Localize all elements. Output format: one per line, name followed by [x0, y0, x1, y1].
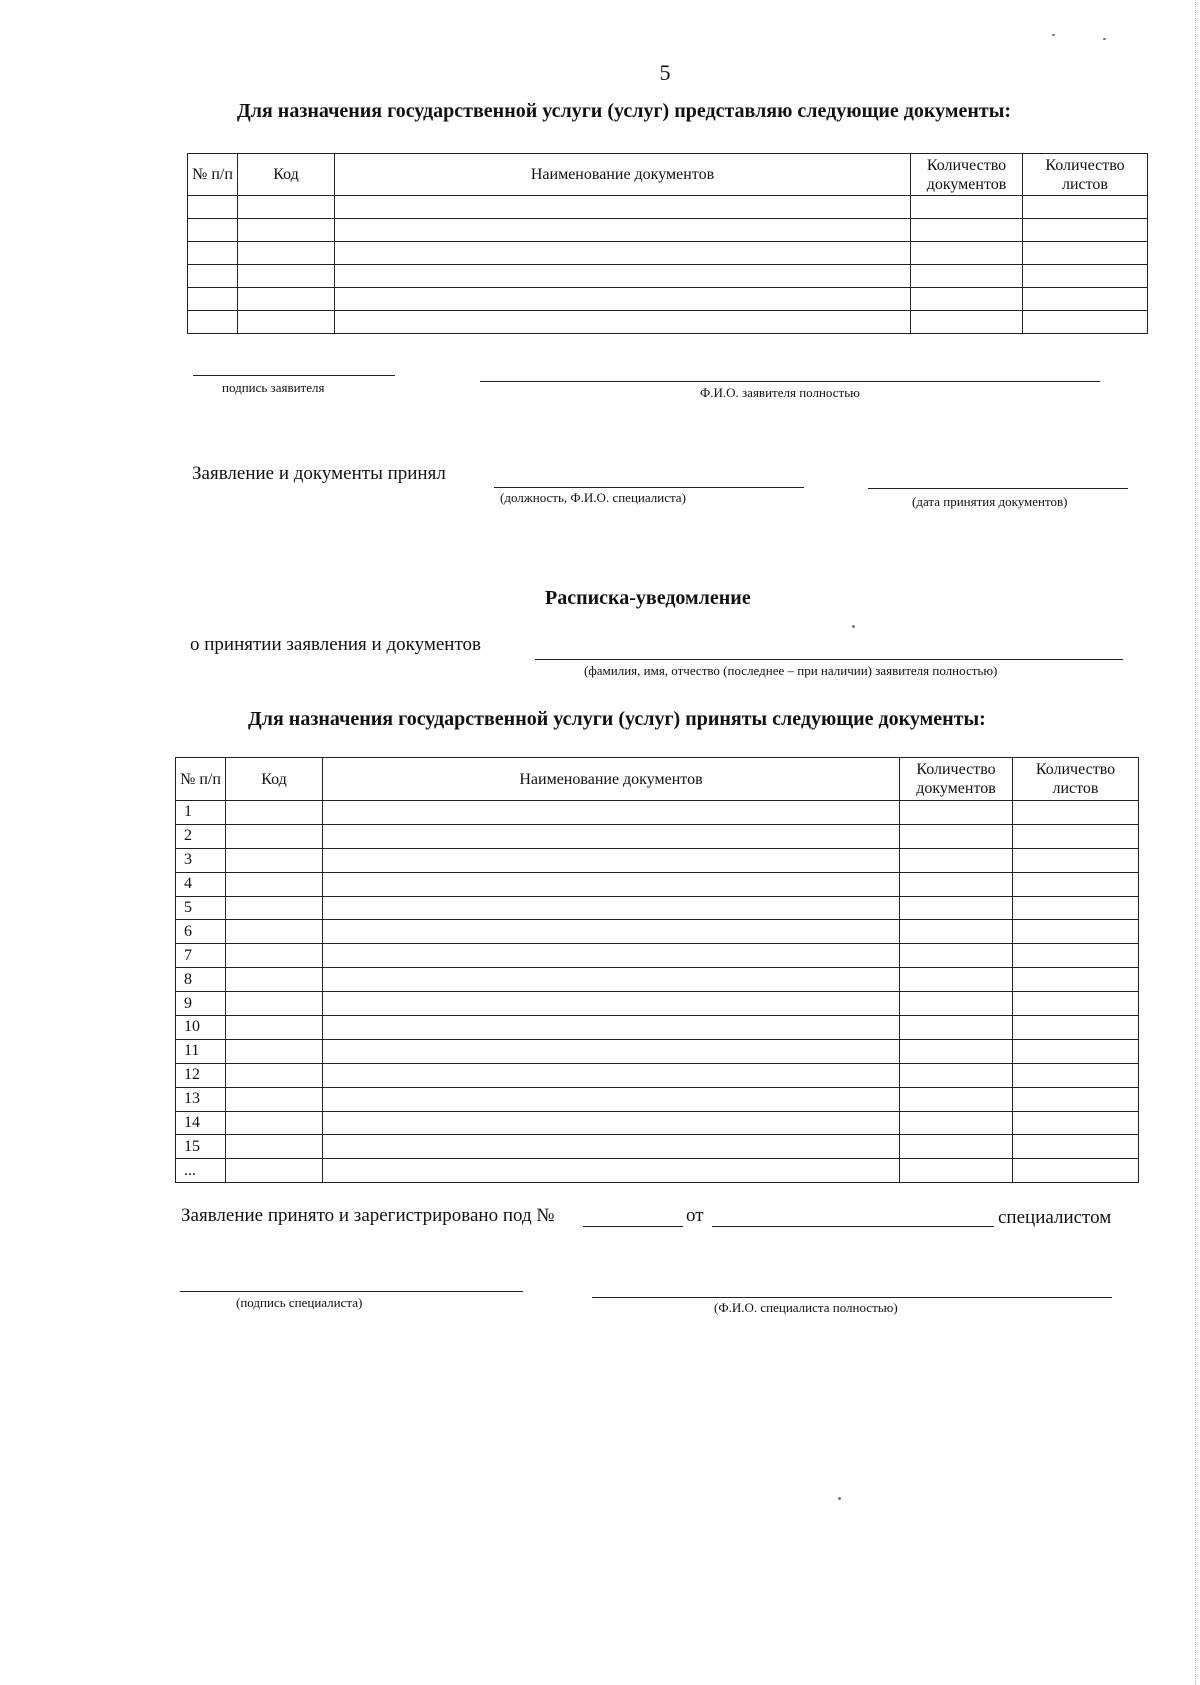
col-code: Код — [226, 758, 323, 801]
col-doc-name: Наименование документов — [323, 758, 900, 801]
accepted-documents-table — [175, 757, 1139, 1183]
specialist-signature-label: (подпись специалиста) — [236, 1295, 363, 1310]
scan-speck — [852, 625, 855, 628]
col-sheet-count: Количество листов — [1023, 154, 1148, 196]
accepted-by-line — [494, 487, 804, 488]
position-fio-label: (должность, Ф.И.О. специалиста) — [500, 490, 686, 505]
table-row — [176, 896, 1139, 920]
registration-number-line — [583, 1226, 683, 1227]
section1-heading: Для назначения государственной услуги (услуг) представляю следующие документы: — [237, 100, 1012, 122]
table-row — [176, 920, 1139, 944]
table-row — [176, 801, 1139, 825]
page-number: 5 — [659, 60, 671, 85]
col-sheet-count: Количество листов — [1013, 758, 1139, 801]
table-row — [188, 196, 1148, 219]
col-number: № п/п — [176, 758, 226, 801]
table-row — [188, 311, 1148, 334]
specialist-fio-label: (Ф.И.О. специалиста полностью) — [714, 1300, 898, 1315]
col-code: Код — [238, 154, 335, 196]
accept-date-line — [868, 488, 1128, 489]
col-doc-name: Наименование документов — [335, 154, 911, 196]
row-number: 5 — [176, 896, 226, 920]
receipt-title: Расписка-уведомление — [545, 587, 751, 609]
registration-date-line — [712, 1226, 994, 1227]
table-row — [176, 1063, 1139, 1087]
row-number: 6 — [176, 920, 226, 944]
row-number: 3 — [176, 848, 226, 872]
table-row — [188, 219, 1148, 242]
row-number: 4 — [176, 872, 226, 896]
row-number: 8 — [176, 968, 226, 992]
table-row — [176, 992, 1139, 1016]
table-row — [188, 288, 1148, 311]
row-number: 12 — [176, 1063, 226, 1087]
receipt-text: о принятии заявления и документов — [190, 634, 481, 655]
table-row — [176, 1159, 1139, 1183]
table-row — [176, 944, 1139, 968]
table-row — [176, 872, 1139, 896]
row-number: 9 — [176, 992, 226, 1016]
table-row — [176, 968, 1139, 992]
registration-from-text: от — [686, 1205, 704, 1226]
col-doc-count: Количество документов — [911, 154, 1023, 196]
specialist-fio-line — [592, 1297, 1112, 1298]
table-row — [176, 824, 1139, 848]
scan-speck — [1103, 38, 1106, 40]
applicant-fio-label: Ф.И.О. заявителя полностью — [700, 385, 860, 400]
table-row — [176, 1039, 1139, 1063]
row-number: 15 — [176, 1135, 226, 1159]
applicant-name-label: (фамилия, имя, отчество (последнее – при наличии) заявителя полностью) — [584, 663, 998, 678]
applicant-fio-line — [480, 381, 1100, 382]
table-row — [176, 848, 1139, 872]
row-number: 14 — [176, 1111, 226, 1135]
row-number: 13 — [176, 1087, 226, 1111]
applicant-name-line — [535, 659, 1123, 660]
table-row — [188, 265, 1148, 288]
row-number: 11 — [176, 1039, 226, 1063]
row-number: 2 — [176, 824, 226, 848]
scan-speck — [1052, 34, 1055, 36]
specialist-signature-line — [180, 1291, 523, 1292]
section2-heading: Для назначения государственной услуги (услуг) приняты следующие документы: — [248, 708, 986, 730]
applicant-signature-label: подпись заявителя — [222, 380, 325, 395]
accept-date-label: (дата принятия документов) — [912, 494, 1068, 509]
registration-text: Заявление принято и зарегистрировано под № — [181, 1205, 555, 1226]
row-number: ... — [176, 1159, 226, 1183]
accepted-by-text: Заявление и документы принял — [192, 463, 446, 484]
row-number: 10 — [176, 1016, 226, 1040]
scan-speck — [838, 1497, 841, 1500]
col-doc-count: Количество документов — [900, 758, 1013, 801]
table-row — [188, 242, 1148, 265]
applicant-signature-line — [193, 375, 395, 376]
row-number: 7 — [176, 944, 226, 968]
col-number: № п/п — [188, 154, 238, 196]
registration-specialist-text: специалистом — [998, 1207, 1112, 1228]
scan-edge — [1194, 0, 1196, 1685]
table-row — [176, 1135, 1139, 1159]
table-row — [176, 1111, 1139, 1135]
row-number: 1 — [176, 801, 226, 825]
table-row — [176, 1087, 1139, 1111]
table-row — [176, 1016, 1139, 1040]
submitted-documents-table — [187, 153, 1148, 334]
